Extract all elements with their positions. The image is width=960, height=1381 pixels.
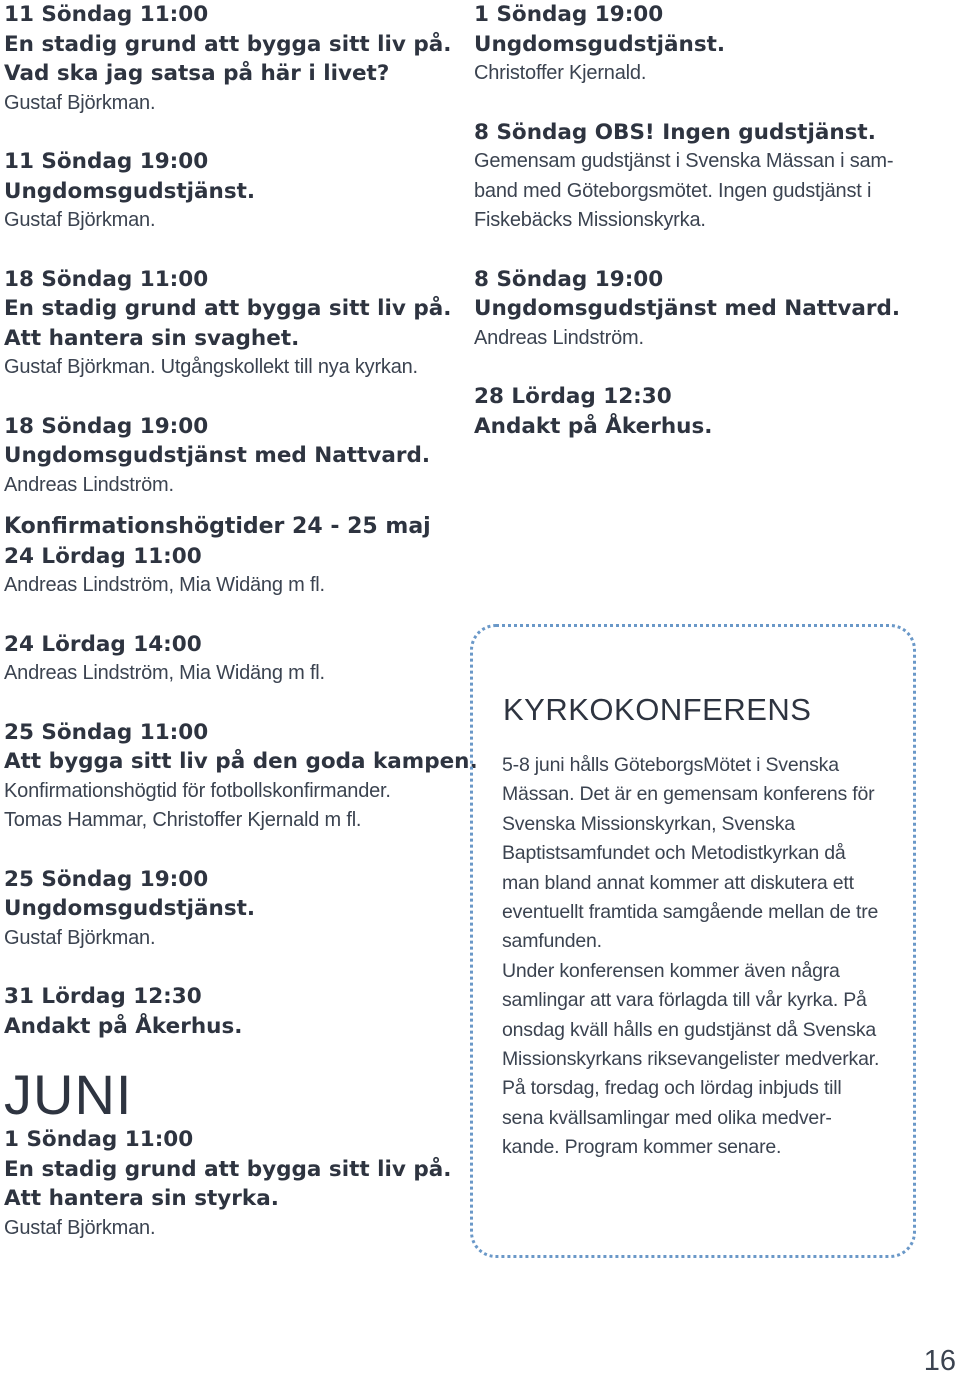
- schedule-entry: [4, 630, 454, 689]
- entry-date: 18 Söndag 11:00: [4, 266, 209, 292]
- entry-date: 24 Lördag 11:00: [4, 543, 202, 569]
- entry-detail: band med Göteborgsmötet. Ingen gudstjänst i: [474, 179, 872, 202]
- schedule-entry: [4, 0, 454, 118]
- conference-text-line: kande. Program kommer senare.: [502, 1136, 782, 1159]
- confirmation-heading: Konfirmationshögtider 24 - 25 maj: [4, 514, 431, 539]
- june-schedule-list: [4, 1125, 454, 1243]
- left-column: [4, 0, 478, 1243]
- entry-title: Ungdomsgudstjänst.: [4, 178, 256, 204]
- entry-title: En stadig grund att bygga sitt liv på.: [4, 31, 452, 57]
- conference-text-line: Under konferensen kommer även några: [502, 959, 840, 982]
- entry-date: 11 Söndag 11:00: [4, 2, 209, 27]
- entry-detail: Christoffer Kjernald.: [474, 62, 647, 84]
- entry-title: Andakt på Åkerhus.: [4, 1013, 243, 1039]
- entry-date: 1 Söndag 19:00: [474, 2, 664, 27]
- may-schedule-list: [4, 0, 454, 500]
- entry-date: 25 Söndag 11:00: [4, 719, 209, 745]
- conference-text-line: samlingar att vara förlagda till vår kyrka. På: [502, 989, 867, 1012]
- entry-date: 28 Lördag 12:30: [474, 384, 672, 409]
- entry-title: Att bygga sitt liv på den goda kampen.: [4, 749, 478, 774]
- schedule-entry: [474, 0, 954, 89]
- entry-date: 8 Söndag OBS! Ingen gudstjänst.: [474, 119, 876, 145]
- entry-date: 24 Lördag 14:00: [4, 631, 202, 657]
- conference-title: KYRKOKONFERENS: [503, 692, 812, 727]
- conference-text-line: Baptistsamfundet och Metodistkyrkan då: [502, 842, 846, 865]
- entry-date: 11 Söndag 19:00: [4, 149, 209, 174]
- june-schedule-list-continued: [474, 0, 954, 441]
- conference-text-line: man bland annat kommer att diskutera ett: [502, 871, 854, 894]
- entry-date: 1 Söndag 11:00: [4, 1127, 194, 1152]
- month-heading-june: JUNI: [4, 1063, 133, 1126]
- conference-text-line: 5-8 juni hålls GöteborgsMötet i Svenska: [502, 754, 839, 776]
- entry-detail: Andreas Lindström.: [474, 326, 644, 349]
- entry-detail: Gustaf Björkman. Utgångskollekt till nya kyrkan.: [4, 356, 418, 378]
- entry-date: 18 Söndag 19:00: [4, 413, 209, 439]
- entry-title: Ungdomsgudstjänst.: [4, 896, 256, 921]
- conference-text-line: Svenska Missionskyrkan, Svenska: [502, 812, 795, 835]
- schedule-entry: [474, 265, 954, 354]
- entry-title: Ungdomsgudstjänst.: [474, 31, 726, 57]
- conference-text-line: eventuellt framtida samgående mellan de tre: [502, 901, 879, 924]
- confirmation-schedule-list: [4, 542, 478, 1042]
- entry-detail: Andreas Lindström.: [4, 473, 174, 496]
- entry-title: En stadig grund att bygga sitt liv på.: [4, 1156, 452, 1182]
- entry-date: 25 Söndag 19:00: [4, 866, 209, 892]
- schedule-entry: [4, 718, 478, 836]
- schedule-entry: [4, 865, 454, 954]
- entry-title: Ungdomsgudstjänst med Nattvard.: [474, 296, 901, 321]
- schedule-entry: [4, 1125, 454, 1243]
- conference-text-line: onsdag kväll hålls en gudstjänst då Svenska: [502, 1018, 877, 1041]
- conference-text-line: sena kvällsamlingar med olika medver-: [502, 1106, 832, 1129]
- entry-detail: Gustaf Björkman.: [4, 1216, 156, 1239]
- entry-detail: Tomas Hammar, Christoffer Kjernald m fl.: [4, 809, 362, 831]
- conference-text-line: Missionskyrkans riksevangelister medverkar.: [502, 1048, 880, 1071]
- entry-title: En stadig grund att bygga sitt liv på.: [4, 296, 452, 321]
- entry-title: Vad ska jag satsa på här i livet?: [4, 61, 390, 86]
- entry-detail: Andreas Lindström, Mia Widäng m fl.: [4, 662, 325, 684]
- entry-title: Andakt på Åkerhus.: [474, 413, 713, 439]
- entry-title: Ungdomsgudstjänst med Nattvard.: [4, 443, 431, 468]
- entry-date: 31 Lördag 12:30: [4, 984, 202, 1009]
- entry-detail: Gustaf Björkman.: [4, 926, 156, 949]
- entry-date: 8 Söndag 19:00: [474, 266, 664, 292]
- entry-detail: Gemensam gudstjänst i Svenska Mässan i sam-: [474, 150, 894, 172]
- schedule-entry: [474, 382, 954, 441]
- schedule-entry: [4, 412, 454, 501]
- entry-detail: Gustaf Björkman.: [4, 209, 156, 231]
- entry-detail: Konfirmationshögtid för fotbollskonfirmander.: [4, 779, 391, 802]
- conference-text: [502, 751, 912, 1163]
- entry-detail: Fiskebäcks Missionskyrka.: [474, 209, 706, 231]
- schedule-entry: [4, 542, 454, 601]
- entry-title: Att hantera sin svaghet.: [4, 325, 300, 351]
- entry-title: Att hantera sin styrka.: [4, 1186, 279, 1211]
- entry-detail: Gustaf Björkman.: [4, 91, 156, 114]
- schedule-entry: [4, 147, 454, 236]
- conference-text-line: Mässan. Det är en gemensam konferens för: [502, 783, 875, 806]
- right-column: [474, 0, 954, 441]
- schedule-entry: [474, 118, 954, 236]
- page-number: 16: [923, 1345, 956, 1377]
- schedule-entry: [4, 982, 454, 1041]
- conference-text-line: På torsdag, fredag och lördag inbjuds till: [502, 1077, 842, 1100]
- schedule-entry: [4, 265, 454, 383]
- conference-text-line: samfunden.: [502, 930, 602, 953]
- entry-detail: Andreas Lindström, Mia Widäng m fl.: [4, 574, 325, 596]
